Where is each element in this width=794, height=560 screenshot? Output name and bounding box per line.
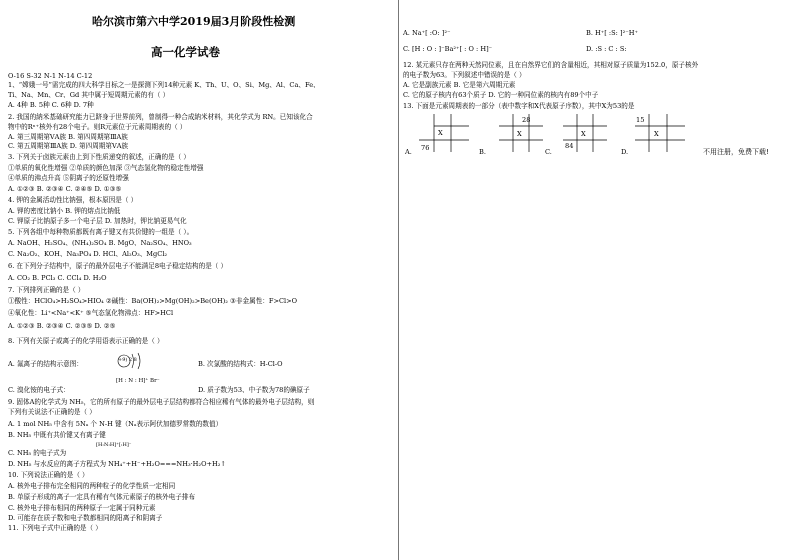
q9-option-a: A. 1 mol NH₅ 中含有 5Nₐ 个 N-H 键（Nₐ表示阿伏加德罗常数的数值）	[8, 420, 223, 428]
table-fragment-a	[419, 112, 479, 154]
q6-stem: 6. 在下列分子结构中，原子的最外层电子不能满足8电子稳定结构的是（ ）	[8, 262, 228, 270]
nh4br-formula: [H : N : H]⁺ Br⁻	[116, 378, 160, 384]
q10-option-a: A. 核外电子排布完全相同的两种粒子的化学性质一定相同	[8, 482, 176, 490]
grid-label-b: B.	[479, 148, 486, 156]
q11-option-d: D. :S : C : S:	[586, 45, 627, 53]
q3-stem: 3. 下列关于卤族元素由上到下性质递变的叙述，正确的是（ ）	[8, 153, 190, 161]
q9-line1: 9. 固体A的化学式为 NH₅，它的所有原子的最外层电子层结构都符合相应稀有气体的最外电子层结构，则	[8, 398, 315, 406]
q12-line2: 的电子数为63。下列叙述中错误的是（ ）	[403, 71, 526, 79]
q2-options-cd: C. 第五周期第ⅢA族 D. 第四周期第ⅤA族	[8, 142, 129, 150]
q1-line1: 1、“嫦娥一号”需完成的四大科学目标之一是探测下列14种元素 K、Th、U、O、Si、Mg、Al、Ca、Fe、	[8, 81, 320, 89]
q5-stem: 5. 下列各组中每种物质都既有离子键又有共价键的一组是（ ）。	[8, 228, 194, 236]
q2-options-ab: A. 第三周期第ⅤA族 B. 第四周期第ⅢA族	[8, 133, 128, 141]
exam-title: 哈尔滨市第六中学2019届3月阶段性检测	[92, 15, 296, 28]
q4-stem: 4. 钾的金属活动性比钠强，根本原因是（ ）	[8, 196, 138, 204]
grid-b-number: 28	[522, 116, 531, 124]
q9-option-d: D. NH₅ 与水反应的离子方程式为 NH₄⁺+H⁻+H₂O===NH₃·H₂O+H₂↑	[8, 460, 226, 468]
q11-option-b: B. H⁺[ :S: ]²⁻H⁺	[586, 29, 638, 37]
q12-options-ab: A. 它是副族元素 B. 它是第六周期元素	[403, 81, 516, 89]
grid-a-number: 76	[421, 144, 430, 152]
q6-options: A. CO₂ B. PCl₃ C. CCl₄ D. H₂O	[8, 274, 107, 282]
atomic-masses: O-16 S-32 N-1 N-14 C-12	[8, 72, 93, 80]
q5-options-cd: C. Na₂O₂、KOH、Na₃PO₄ D. HCl、Al₂O₃、MgCl₂	[8, 250, 168, 258]
q4-options-ab: A. 钾的密度比钠小 B. 钾的熔点比钠低	[8, 207, 121, 215]
q3-items-1: ①单质的氧化性增强 ②单质的颜色加深 ③气态氢化物的稳定性增强	[8, 164, 204, 172]
ion-diagram-label: +9) 2 8	[118, 357, 137, 363]
q12-options-cd: C. 它的原子核内有63个质子 D. 它的一种同位素的核内有89个中子	[403, 91, 599, 99]
q10-option-d: D. 可能存在质子数和电子数都相同的阳离子和阴离子	[8, 514, 163, 522]
q7-items-1: ①酸性：HClO₄>H₂SO₄>HIO₄ ②碱性：Ba(OH)₂>Mg(OH)₂>Be(OH)₂ ③非金属性：F>Cl>O	[8, 297, 298, 305]
exam-subtitle: 高一化学试卷	[151, 45, 220, 59]
q4-options-cd: C. 钾原子比钠原子多一个电子层 D. 加热时，钾比钠更易气化	[8, 217, 187, 225]
grid-label-c: C.	[545, 148, 552, 156]
q2-line2: 物中的Rⁿ⁺核外有28个电子。则R元素位于元素周期表的（ ）	[8, 123, 187, 131]
nh5-formula: [H:N:H]⁺[:H]⁻	[96, 442, 132, 448]
grid-label-d: D.	[621, 148, 629, 156]
q3-options: A. ①②③ B. ②③④ C. ②④⑤ D. ①③⑤	[8, 185, 122, 193]
fluoride-ion-diagram	[116, 350, 146, 374]
table-fragment-d	[635, 112, 699, 154]
grid-d-number: 15	[636, 116, 645, 124]
q11-option-a: A. Na⁺[ :O: ]²⁻	[403, 29, 451, 37]
q8-option-a: A. 氟离子的结构示意图：	[8, 360, 83, 368]
q9-option-b: B. NH₅ 中既有共价键又有离子键	[8, 431, 106, 439]
q9-option-c: C. NH₅ 的电子式为	[8, 449, 67, 457]
q11-option-c: C. [H : O : ]⁻Ba²⁺[ : O : H]⁻	[403, 45, 493, 53]
q5-options-ab: A. NaOH、H₂SO₄、(NH₄)₂SO₄ B. MgO、Na₂SO₄、HNO₃	[8, 239, 192, 247]
q8-option-b: B. 次氯酸的结构式：H-Cl-O	[198, 360, 283, 368]
grid-c-number: 84	[565, 142, 574, 150]
q11-stem: 11. 下列电子式中正确的是（ ）	[8, 524, 102, 532]
q3-items-2: ④单质的沸点升高 ⑤阴离子的还原性增强	[8, 174, 129, 182]
q13-stem: 13. 下面是元素周期表的一部分（表中数字和X代表原子序数），其中X为53的是	[403, 102, 635, 110]
column-divider	[398, 0, 399, 560]
q7-options: A. ①②③ B. ②③④ C. ②③⑤ D. ②⑤	[8, 322, 116, 330]
q1-line2: Ti、Na、Mn、Cr、Gd 其中属于短周期元素的有（ ）	[8, 91, 170, 99]
grid-c-x: X	[581, 130, 586, 138]
grid-label-a: A.	[405, 148, 412, 156]
table-fragment-c	[563, 112, 623, 154]
q8-stem: 8. 下列有关原子或离子的化学用语表示正确的是（ ）	[8, 337, 164, 345]
q10-option-b: B. 单原子形成的离子一定具有稀有气体元素原子的核外电子排布	[8, 493, 196, 501]
q12-line1: 12. 某元素只存在两种天然同位素，且在自然界它们的含量相近，其相对原子质量为152.0，原子核外	[403, 61, 699, 69]
footer-note: 不用注册，免费下载!	[703, 148, 769, 156]
q2-line1: 2. 我国的納米基础研究能力已跻身于世界前列，曾制得一种合成納米材料，其化学式为 RN。已知该化合	[8, 113, 313, 121]
q9-line2: 下列有关说法不正确的是（ ）	[8, 408, 96, 416]
q10-stem: 10. 下列说法正确的是（ ）	[8, 471, 89, 479]
q1-options: A. 4种 B. 5种 C. 6种 D. 7种	[8, 101, 94, 109]
q8-option-d: D. 质子数为53、中子数为78的碘原子	[198, 386, 310, 394]
q8-option-c: C. 溴化铵的电子式：	[8, 386, 70, 394]
q7-stem: 7. 下列排列正确的是（ ）	[8, 286, 85, 294]
q10-option-c: C. 核外电子排布相同的两种原子一定属于同种元素	[8, 504, 156, 512]
grid-d-x: X	[654, 130, 659, 138]
grid-a-x: X	[438, 129, 443, 137]
grid-b-x: X	[517, 130, 522, 138]
q7-items-2: ④氧化性：Li⁺<Na⁺<K⁺ ⑤气态氢化物沸点：HF>HCl	[8, 309, 174, 317]
